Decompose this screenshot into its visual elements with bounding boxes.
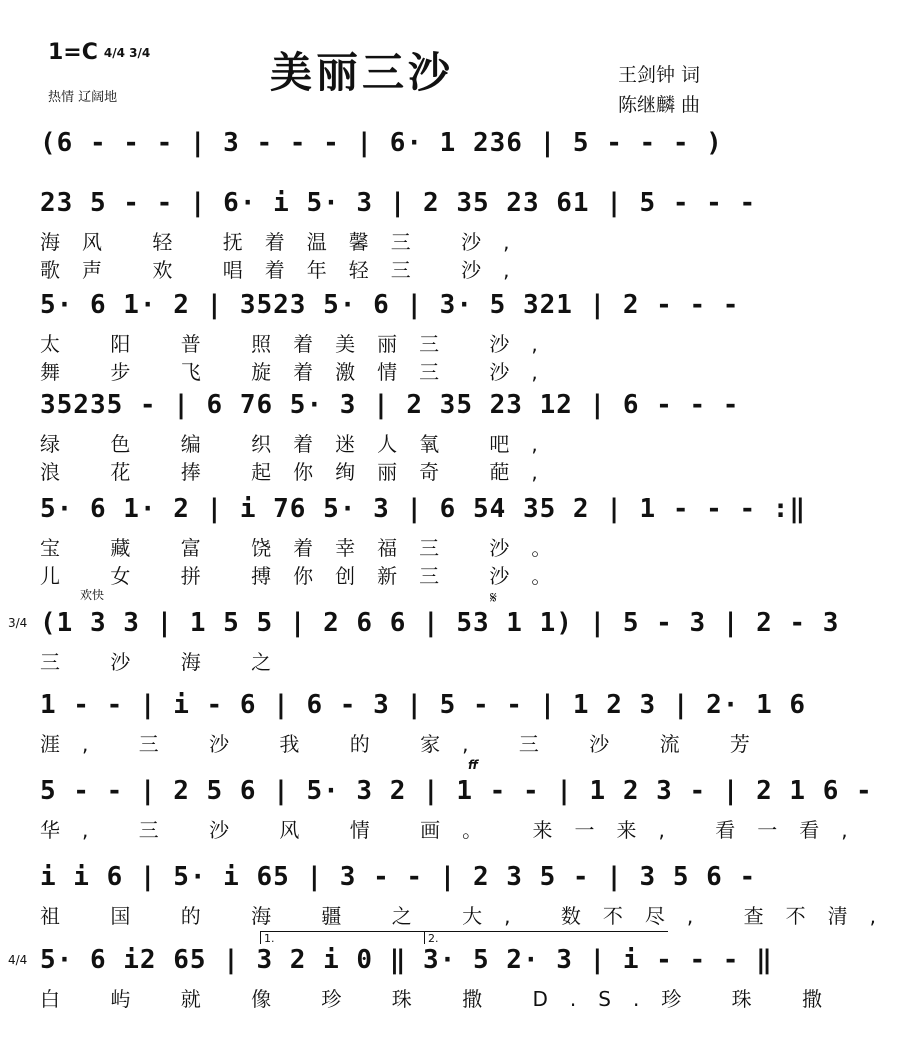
lyric-line: 白 屿 就 像 珍 珠 撒 D.S.珍 珠 撒 — [40, 987, 845, 1011]
lyric-line: 祖 国 的 海 疆 之 大, 数不尽, 查不清, — [40, 904, 898, 928]
score-system — [40, 188, 757, 284]
score-system — [40, 128, 723, 168]
time-signature: 4/4 — [8, 953, 28, 967]
lyric-line: 歌声 欢 唱着年轻三 沙, — [40, 258, 532, 282]
dynamic-marking: ff — [468, 758, 478, 772]
score-system — [40, 494, 807, 590]
lyric-line: 华, 三 沙 风 情 画。 来一来, 看一看, — [40, 818, 870, 842]
score-system — [8, 588, 840, 676]
notation-line: 1 - - | i - 6 | 6 - 3 | 5 - - | 1 2 3 | 2· 1 6 — [40, 690, 807, 720]
page-title: 美丽三沙 — [270, 48, 455, 97]
tempo-change: 欢快 — [80, 588, 105, 602]
volta-1: 1. — [260, 931, 424, 944]
segno-sign: 𝄋 — [490, 588, 497, 607]
lyric-line: 舞 步 飞 旋着激情三 沙, — [40, 360, 560, 384]
lyric-line: 儿 女 拼 搏你创新三 沙。 — [40, 564, 574, 588]
lyric-line: 三 沙 海 之 — [40, 650, 294, 674]
volta-2: 2. — [424, 931, 668, 944]
notation-line: 35235 - | 6 76 5· 3 | 2 35 23 12 | 6 - - - — [40, 390, 740, 420]
lyric-line: 宝 藏 富 饶着幸福三 沙。 — [40, 536, 574, 560]
score-system — [40, 390, 740, 486]
score-system — [40, 290, 740, 386]
lyric-line: 太 阳 普 照着美丽三 沙, — [40, 332, 560, 356]
score-system — [40, 690, 807, 758]
notation-line: 5 - - | 2 5 6 | 5· 3 2 | 1 - - | 1 2 3 - | 2 1 6 - — [40, 776, 873, 806]
lyric-line: 浪 花 捧 起你绚丽奇 葩, — [40, 460, 560, 484]
lyric-line: 涯, 三 沙 我 的 家, 三 沙 流 芳 — [40, 732, 772, 756]
notation-line: 5· 6 1· 2 | 3523 5· 6 | 3· 5 321 | 2 - - - — [40, 290, 740, 320]
notation-line: 5· 6 i2 65 | 3 2 i 0 ‖ 3· 5 2· 3 | i - - - ‖ — [40, 945, 773, 975]
time-signature: 3/4 — [8, 616, 28, 630]
notation-line: 23 5 - - | 6· i 5· 3 | 2 35 23 61 | 5 - - - — [40, 188, 757, 218]
lyric-line: 绿 色 编 织着迷人氧 吧, — [40, 432, 560, 456]
tempo-marking: 热情 辽阔地 — [48, 90, 118, 105]
composer: 陈继麟 曲 — [617, 94, 700, 116]
score-system — [40, 758, 873, 844]
score-system — [40, 862, 898, 930]
score-system — [8, 932, 845, 1013]
lyric-line: 海风 轻 抚着温馨三 沙, — [40, 230, 532, 254]
lyricist: 王剑钟 词 — [617, 64, 700, 86]
notation-line: 5· 6 1· 2 | i 76 5· 3 | 6 54 35 2 | 1 - - - :‖ — [40, 494, 807, 524]
notation-line: (6 - - - | 3 - - - | 6· 1 236 | 5 - - - ) — [40, 128, 723, 158]
key-signature: 1=C 4/4 3/4 — [48, 40, 151, 65]
notation-line: (1 3 3 | 1 5 5 | 2 6 6 | 53 1 1) | 5 - 3 | 2 - 3 — [40, 608, 840, 638]
time-signature: 4/4 3/4 — [103, 46, 151, 60]
notation-line: i i 6 | 5· i 65 | 3 - - | 2 3 5 - | 3 5 6 - — [40, 862, 757, 892]
